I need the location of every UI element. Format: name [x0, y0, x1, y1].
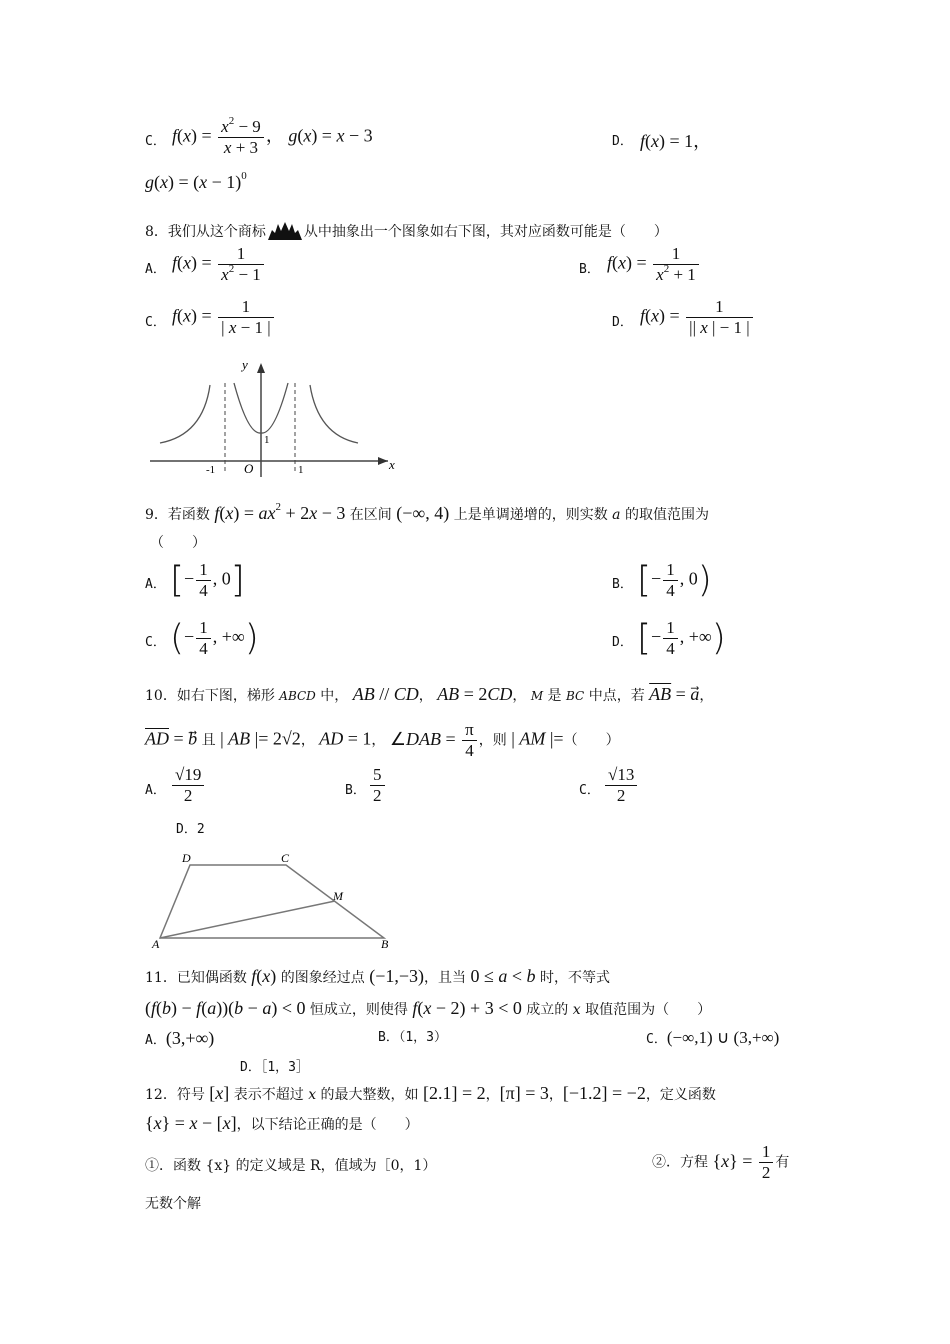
q11-option-d: [240, 1060, 309, 1076]
q12-statement-1: ①．函数 {x} 的定义域是 R，值域为［0，1）: [145, 1158, 437, 1174]
y-axis-label: y: [242, 357, 248, 372]
q10-number: 10．: [145, 688, 177, 704]
q11-option-b-expression: （1，3）: [398, 1030, 447, 1045]
q9-option-c-expression: (− $\frac{1}{4}$ , +∞): [170, 617, 259, 659]
q7-option-d-label: D．: [612, 134, 633, 149]
q7-option-d-expression-cont: $g(x) = (x - 1)^0$: [145, 170, 247, 192]
origin-label: O: [244, 461, 254, 476]
q9-option-d-expression: [− $\frac{1}{4}$ , +∞): [637, 617, 726, 659]
q11-stem-line1: 11．已知偶函数 f(x) 的图象经过点 (−1,−3)，且当 0 ≤ a < b 时，不等式: [145, 966, 610, 986]
q11-option-a: [145, 1028, 214, 1050]
q10-stem-line2: $\overline{AD} = b$ 且 | AB |= 2√2， AD = 1， ∠DAB = $\frac{\pi}{4}$ ，则 | AM |=（ ）: [145, 720, 620, 760]
logo-icon: [268, 220, 302, 245]
q8-text-after: 从中抽象出一个图象如右下图，其对应函数可能是（ ）: [303, 224, 668, 240]
vertex-b-label: B: [381, 937, 389, 951]
q8-option-c-expression: f(x) = $\frac{1}{| x - 1 |}$: [172, 297, 276, 338]
q11-option-d-label: D．: [240, 1060, 261, 1075]
q10-option-d-expression: 2: [196, 822, 205, 837]
q12-stem-line2: {x} = x − [x]，以下结论正确的是（ ）: [145, 1113, 419, 1133]
tick-label-neg-one: -1: [206, 464, 216, 476]
q10-option-d: [176, 822, 205, 838]
q9-option-c-label: C．: [145, 635, 166, 650]
q10-option-a-expression: $\frac{√19}{2}$: [170, 765, 206, 806]
q12-statement-2-cont: 无数个解: [145, 1196, 201, 1212]
q11-option-b-label: B．: [378, 1030, 399, 1045]
q9-number: 9．: [145, 507, 168, 523]
q7-option-c-label: C．: [145, 134, 166, 149]
q7-option-d-expression: f(x) = 1，: [640, 131, 712, 151]
q8-text-before: 我们从这个商标: [167, 224, 266, 240]
curve-left-branch: [160, 385, 210, 443]
q9-answer-paren: （ ）: [150, 535, 206, 551]
y-intercept-label: 1: [264, 434, 270, 446]
q11-option-b: [378, 1030, 447, 1046]
tick-label-one: 1: [298, 464, 304, 476]
x-axis-label: x: [389, 457, 395, 472]
q8-option-c-label: C．: [145, 315, 166, 330]
q10-option-b-expression: $\frac{5}{2}$: [368, 765, 387, 806]
segment-am: [160, 901, 335, 938]
point-m-label: M: [333, 889, 343, 903]
curve-right-branch: [310, 385, 358, 443]
q11-option-d-expression: ［1，3］: [260, 1060, 309, 1075]
q12-stem-line1: 12．符号 [x] 表示不超过 x 的最大整数，如 [2.1] = 2，[π] = 3，[−1.2] = −2，定义函数: [145, 1083, 716, 1103]
q11-stem-line2: (f(b) − f(a))(b − a) < 0 恒成立，则使得 f(x − 2) + 3 < 0 成立的 x 取值范围为（ ）: [145, 998, 712, 1018]
trapezoid-abcd: [160, 865, 384, 938]
q7-option-c-expression: f(x) = $\frac{x^2 - 9}{x + 3}$ ， g(x) = x − 3: [172, 115, 373, 157]
q8-option-d-label: D．: [612, 315, 633, 330]
q9-option-b-label: B．: [612, 577, 633, 592]
q11-option-c-expression: (−∞,1) ∪ (3,+∞): [666, 1028, 780, 1047]
q12-number: 12．: [145, 1087, 177, 1103]
q8-option-d-expression: f(x) = $\frac{1}{|| x | - 1 |}$: [640, 297, 755, 338]
q9-option-d-label: D．: [612, 635, 633, 650]
q10-option-b-label: B．: [345, 783, 366, 798]
x-axis-arrow: [378, 457, 388, 465]
q10-option-c-expression: $\frac{√13}{2}$: [603, 765, 639, 806]
q8-option-b-expression: f(x) = $\frac{1}{x^2 + 1}$: [607, 244, 701, 285]
q11-option-a-label: A．: [145, 1033, 166, 1048]
q12-statement-2: ②．方程 {x} = $\frac{1}{2}$ 有: [652, 1142, 790, 1182]
q11-option-c-label: C．: [646, 1032, 667, 1047]
q10-trapezoid-figure: [148, 848, 396, 952]
q8-option-a-label: A．: [145, 262, 166, 277]
q10-stem-line1: 10．如右下图，梯形 ABCD 中， AB // CD， AB = 2CD， M 是 BC 中点，若 $\overline{AB} = a$，: [145, 684, 714, 704]
q10-option-d-label: D．: [176, 822, 197, 837]
q10-option-a-label: A．: [145, 783, 166, 798]
q8-option-a-expression: f(x) = $\frac{1}{x^2 - 1}$: [172, 244, 266, 285]
q9-option-a-expression: [− $\frac{1}{4}$ , 0]: [170, 559, 245, 601]
q10-option-c-label: C．: [579, 783, 600, 798]
q11-number: 11．: [145, 970, 177, 986]
q9-option-a-label: A．: [145, 577, 166, 592]
q8-option-b-label: B．: [579, 262, 600, 277]
q11-option-a-expression: (3,+∞): [165, 1028, 215, 1048]
vertex-a-label: A: [152, 937, 160, 951]
q8-number: 8．: [145, 224, 168, 240]
q8-function-graph: [148, 355, 403, 480]
y-axis-arrow: [257, 363, 265, 373]
q11-option-c: [646, 1028, 779, 1048]
q8-stem: [145, 220, 668, 245]
vertex-d-label: D: [182, 851, 191, 865]
vertex-c-label: C: [281, 851, 290, 865]
q9-stem: 9．若函数 $f(x) = ax^2 + 2x - 3$ 在区间 (−∞, 4) 上是单调递增的，则实数 a 的取值范围为: [145, 501, 709, 523]
q9-option-b-expression: [− $\frac{1}{4}$ , 0): [637, 559, 712, 601]
